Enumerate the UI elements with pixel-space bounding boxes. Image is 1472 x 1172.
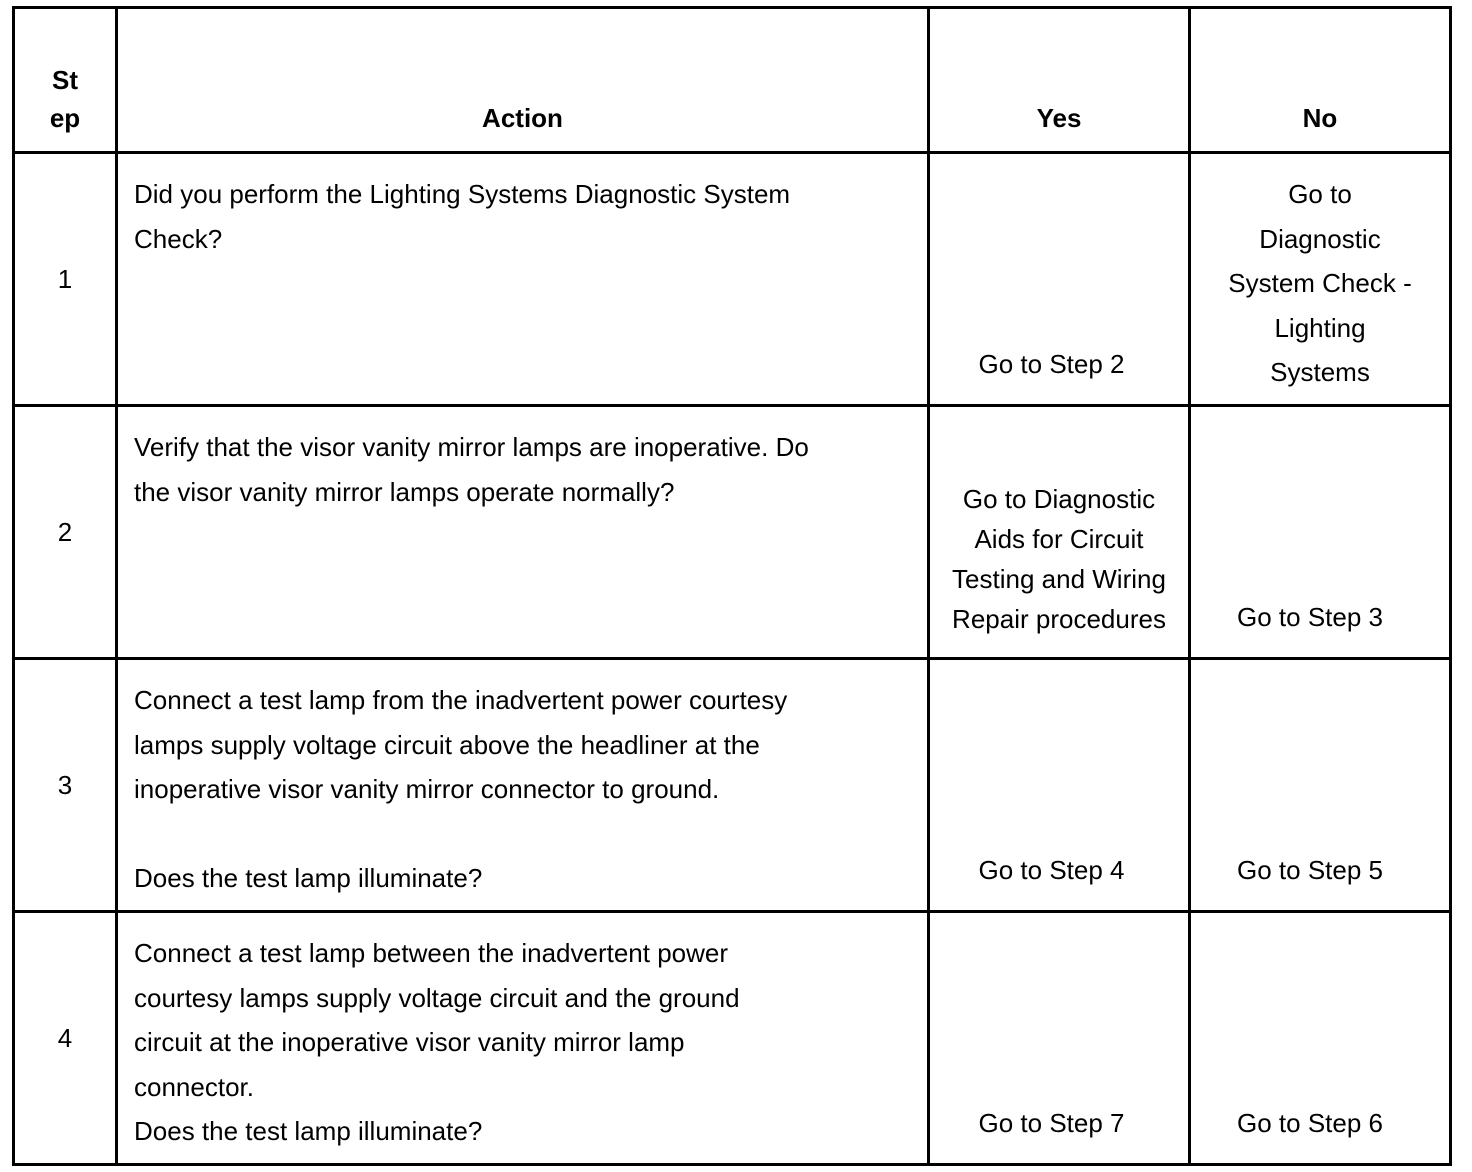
table-header-row bbox=[14, 8, 1451, 153]
table-row bbox=[14, 659, 1451, 912]
no-result: Go to Step 6 bbox=[1237, 1107, 1383, 1138]
action-text: Did you perform the Lighting Systems Diagnostic System Check? bbox=[117, 153, 929, 406]
yes-result: Go to Diagnostic Aids for Circuit Testing and Wiring Repair procedures bbox=[952, 484, 1166, 634]
no-result: Go to Diagnostic System Check - Lighting Systems bbox=[1228, 179, 1412, 387]
step-number: 1 bbox=[14, 153, 117, 406]
no-cell bbox=[1190, 912, 1451, 1165]
header-yes: Yes bbox=[929, 8, 1190, 153]
header-no: No bbox=[1190, 8, 1451, 153]
header-step: St ep bbox=[14, 8, 117, 153]
table-row bbox=[14, 406, 1451, 659]
table-row bbox=[14, 912, 1451, 1165]
no-cell bbox=[1190, 153, 1451, 406]
yes-result: Go to Step 7 bbox=[978, 1107, 1125, 1138]
no-cell bbox=[1190, 406, 1451, 659]
header-action: Action bbox=[117, 8, 929, 153]
no-result: Go to Step 3 bbox=[1237, 601, 1383, 632]
yes-cell bbox=[929, 659, 1190, 912]
step-number: 2 bbox=[14, 406, 117, 659]
yes-result: Go to Step 2 bbox=[978, 348, 1125, 379]
diagnostic-table-container bbox=[12, 6, 1449, 1163]
step-number: 3 bbox=[14, 659, 117, 912]
action-text: Connect a test lamp from the inadvertent power courtesy lamps supply voltage circuit above the headliner at the inoperative visor vanity mirror connector to ground. Does the test lamp illuminate? bbox=[117, 659, 929, 912]
action-text: Verify that the visor vanity mirror lamps are inoperative. Do the visor vanity mirror lamps operate normally? bbox=[117, 406, 929, 659]
yes-result: Go to Step 4 bbox=[978, 854, 1125, 885]
diagnostic-table bbox=[12, 6, 1452, 1166]
yes-cell bbox=[929, 912, 1190, 1165]
action-text: Connect a test lamp between the inadvertent power courtesy lamps supply voltage circuit and the ground circuit at the inoperative visor vanity mirror lamp connector. Does the test lamp illuminate? bbox=[117, 912, 929, 1165]
yes-cell bbox=[929, 406, 1190, 659]
no-result: Go to Step 5 bbox=[1237, 854, 1383, 885]
table-row bbox=[14, 153, 1451, 406]
no-cell bbox=[1190, 659, 1451, 912]
yes-cell bbox=[929, 153, 1190, 406]
step-number: 4 bbox=[14, 912, 117, 1165]
